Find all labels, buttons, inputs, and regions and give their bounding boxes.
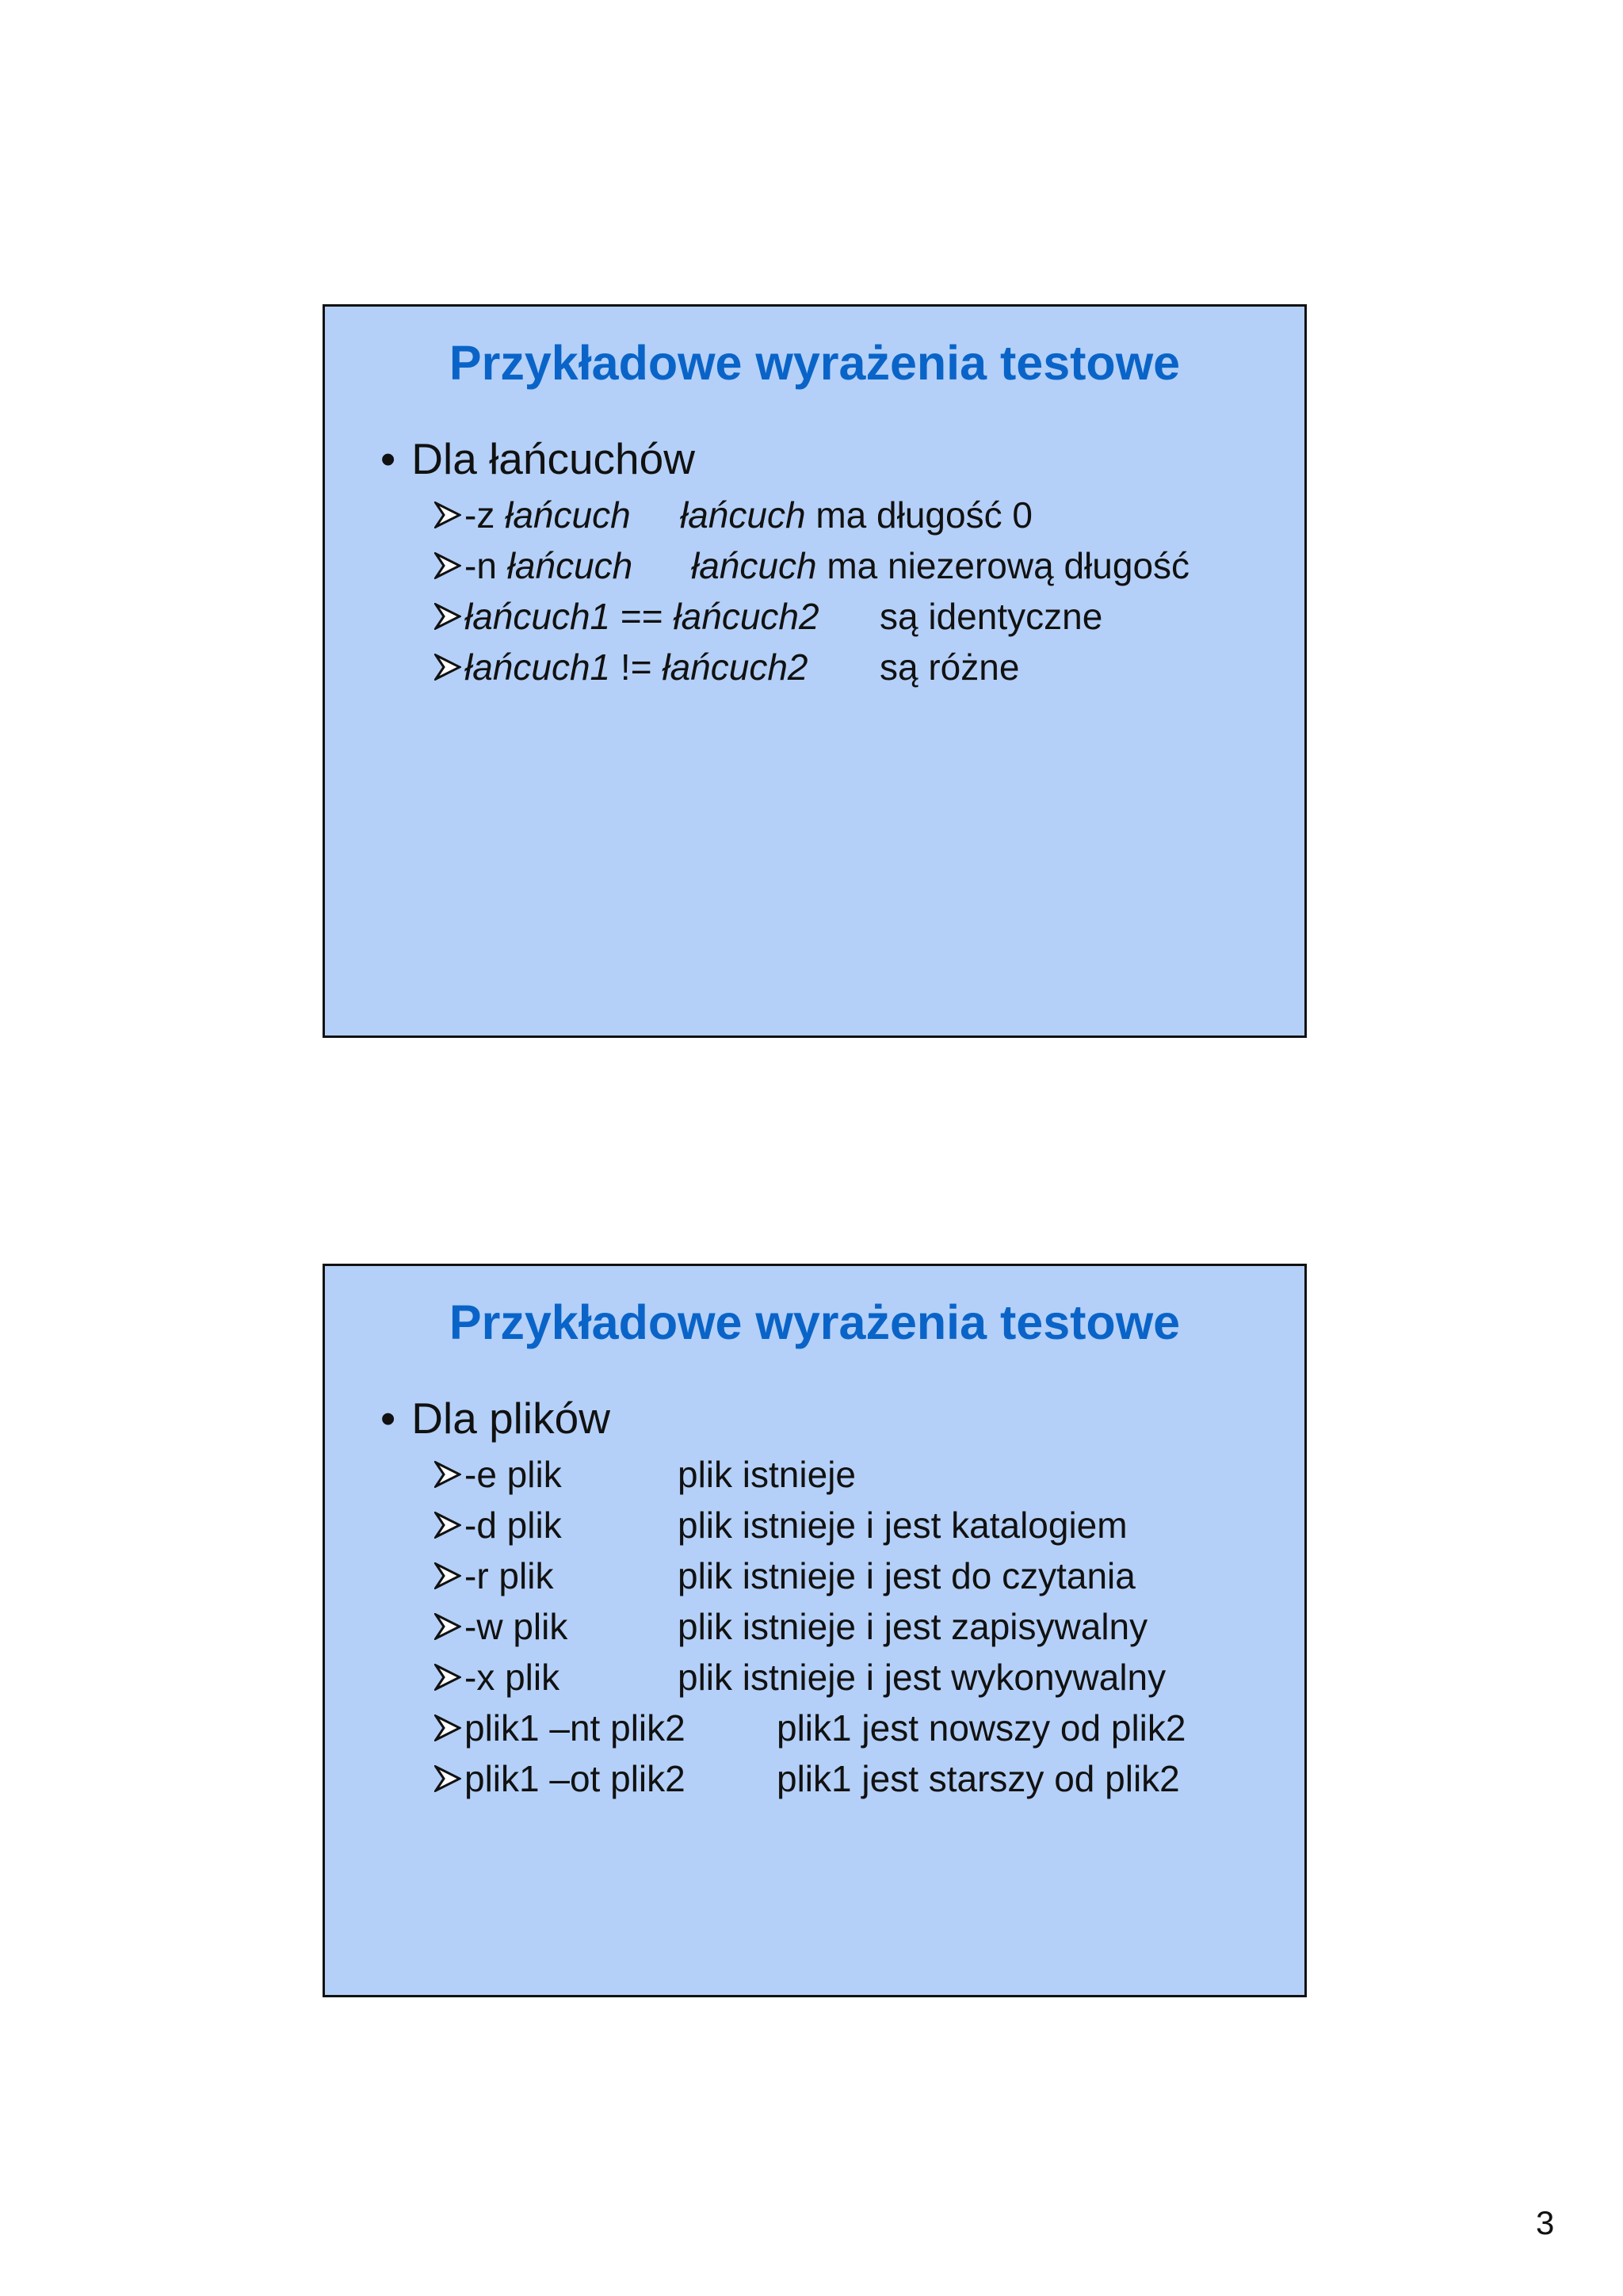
bullet-label: Dla łańcuchów <box>411 434 695 483</box>
bullet-dot-icon: • <box>380 1394 396 1443</box>
operator: łańcuch1 != łańcuch2 <box>464 646 808 688</box>
operator: plik1 –nt plik2 <box>464 1707 685 1749</box>
description: plik istnieje <box>678 1454 856 1495</box>
description: plik istnieje i jest do czytania <box>678 1555 1136 1596</box>
description: są identyczne <box>880 596 1103 637</box>
description: plik istnieje i jest zapisywalny <box>678 1606 1148 1647</box>
bullet-dot-icon: • <box>380 434 396 483</box>
description: plik istnieje i jest katalogiem <box>678 1505 1128 1546</box>
description: plik1 jest nowszy od plik2 <box>777 1707 1186 1749</box>
operator: plik1 –ot plik2 <box>464 1758 685 1799</box>
arrow-bullet-icon <box>434 1664 461 1691</box>
arrow-bullet-icon <box>434 502 461 528</box>
operator: -x plik <box>464 1657 560 1698</box>
description: łańcuch ma długość 0 <box>680 494 1033 536</box>
page-number: 3 <box>1536 2204 1555 2241</box>
operator: -d plik <box>464 1505 562 1546</box>
bullet-item <box>380 433 695 484</box>
operator: -r plik <box>464 1555 554 1596</box>
description: plik1 jest starszy od plik2 <box>777 1758 1180 1799</box>
arrow-bullet-icon <box>434 1613 461 1640</box>
bullet-item <box>380 1393 610 1444</box>
slide-strings <box>323 304 1307 1038</box>
operator: łańcuch1 == łańcuch2 <box>464 596 819 637</box>
description: łańcuch ma niezerową długość <box>691 545 1190 586</box>
operator: -e plik <box>464 1454 562 1495</box>
arrow-bullet-icon <box>434 1562 461 1589</box>
arrow-bullet-icon <box>434 1461 461 1488</box>
slide-files <box>323 1264 1307 1997</box>
slide-title: Przykładowe wyrażenia testowe <box>449 1295 1181 1349</box>
arrow-bullet-icon <box>434 654 461 681</box>
slide-title: Przykładowe wyrażenia testowe <box>449 336 1181 390</box>
operator: -z łańcuch <box>464 494 631 536</box>
arrow-bullet-icon <box>434 1714 461 1741</box>
arrow-bullet-icon <box>434 1765 461 1792</box>
arrow-bullet-icon <box>434 552 461 579</box>
operator: -w plik <box>464 1606 568 1647</box>
description: plik istnieje i jest wykonywalny <box>678 1657 1167 1698</box>
arrow-bullet-icon <box>434 1512 461 1539</box>
arrow-bullet-icon <box>434 603 461 630</box>
bullet-label: Dla plików <box>411 1394 610 1443</box>
operator: -n łańcuch <box>464 545 633 586</box>
description: są różne <box>880 646 1020 688</box>
